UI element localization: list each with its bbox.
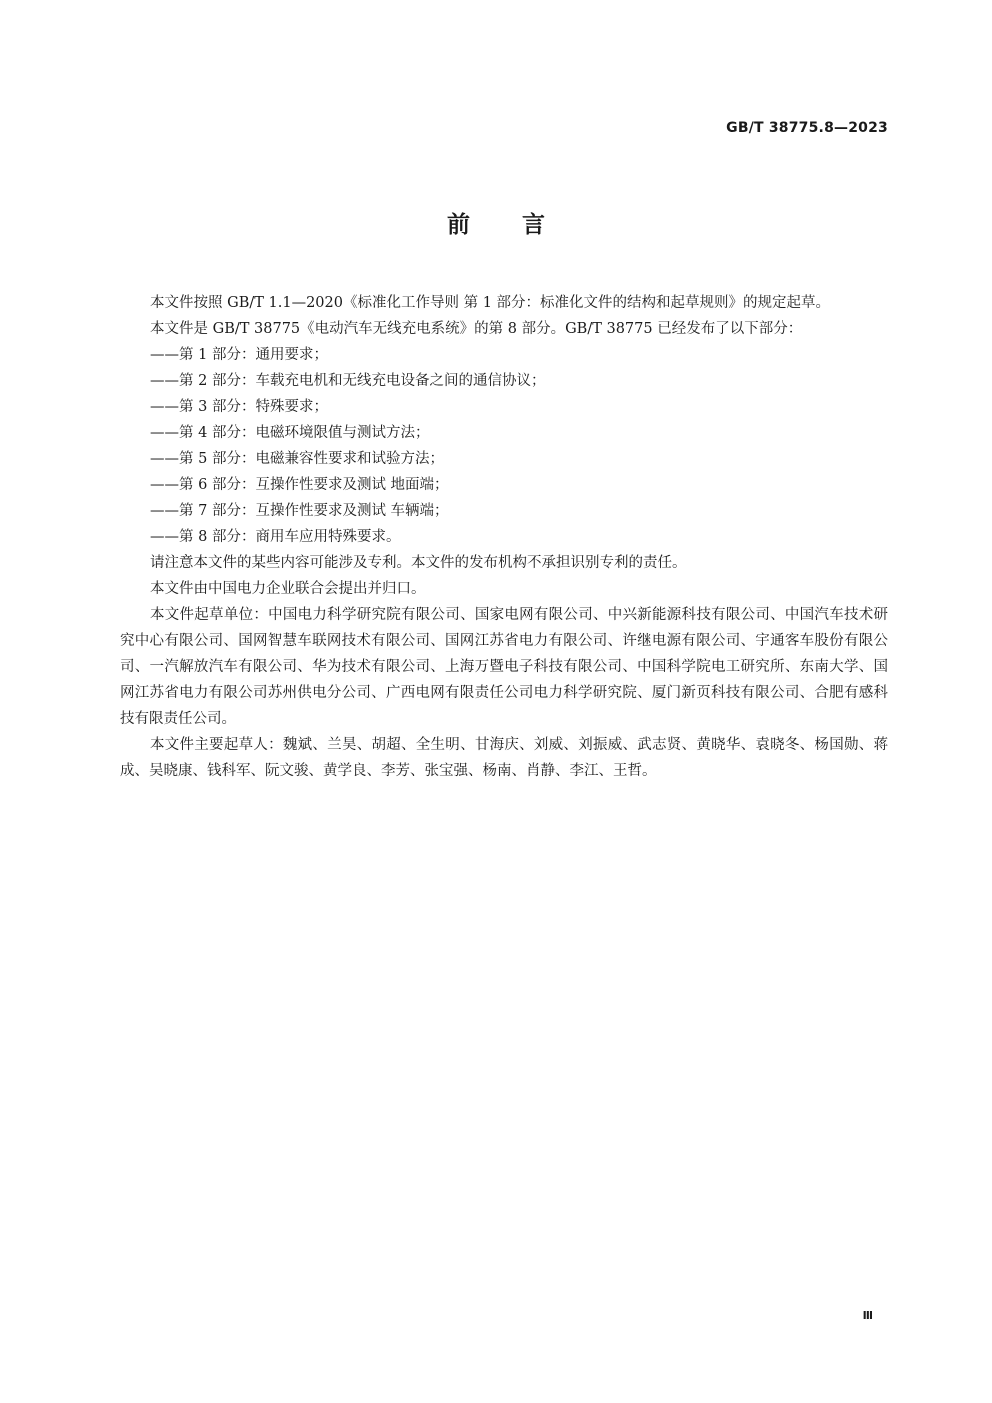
- standard-code: GB/T 38775.8—2023: [726, 120, 888, 136]
- drafters-paragraph: 本文件主要起草人：魏斌、兰昊、胡超、全生明、甘海庆、刘威、刘振威、武志贤、黄晓华、袁晓冬、杨国勋、蒋成、吴晓康、钱科军、阮文骏、黄学良、李芳、张宝强、杨南、肖静、李江、王哲。: [120, 737, 888, 779]
- drafting-units-paragraph: 本文件起草单位：中国电力科学研究院有限公司、国家电网有限公司、中兴新能源科技有限公司、中国汽车技术研究中心有限公司、国网智慧车联网技术有限公司、国网江苏省电力有限公司、许继电源有限公司、宇通客车股份有限公司、一汽解放汽车有限公司、华为技术有限公司、上海万暨电子科技有限公司、中国科学院电工研究所、东南大学、国网江苏省电力有限公司苏州供电分公司、广西电网有限责任公司电力科学研究院、厦门新页科技有限公司、合肥有感科技有限责任公司。: [120, 607, 888, 727]
- patent-notice-paragraph: 请注意本文件的某些内容可能涉及专利。本文件的发布机构不承担识别专利的责任。: [150, 555, 687, 571]
- part-list-item: ——第 2 部分：车载充电机和无线充电设备之间的通信协议；: [150, 373, 546, 389]
- foreword-body: [120, 290, 888, 784]
- part-list-item: ——第 3 部分：特殊要求；: [150, 399, 328, 415]
- proposed-by-paragraph: 本文件由中国电力企业联合会提出并归口。: [150, 581, 426, 597]
- part-list-item: ——第 7 部分：互操作性要求及测试 车辆端；: [150, 503, 449, 519]
- part-list-item: ——第 4 部分：电磁环境限值与测试方法；: [150, 425, 430, 441]
- part-list-item: ——第 5 部分：电磁兼容性要求和试验方法；: [150, 451, 444, 467]
- part-list-item: ——第 1 部分：通用要求；: [150, 347, 328, 363]
- part-list-item: ——第 8 部分：商用车应用特殊要求。: [150, 529, 401, 545]
- page-number: Ⅲ: [862, 1309, 872, 1322]
- series-intro-paragraph: 本文件是 GB/T 38775《电动汽车无线充电系统》的第 8 部分。GB/T 38775 已经发布了以下部分：: [150, 321, 803, 337]
- page-title: 前言: [447, 212, 597, 238]
- drafting-rule-paragraph: 本文件按照 GB/T 1.1—2020《标准化工作导则 第 1 部分：标准化文件的结构和起草规则》的规定起草。: [150, 295, 831, 311]
- part-list-item: ——第 6 部分：互操作性要求及测试 地面端；: [150, 477, 449, 493]
